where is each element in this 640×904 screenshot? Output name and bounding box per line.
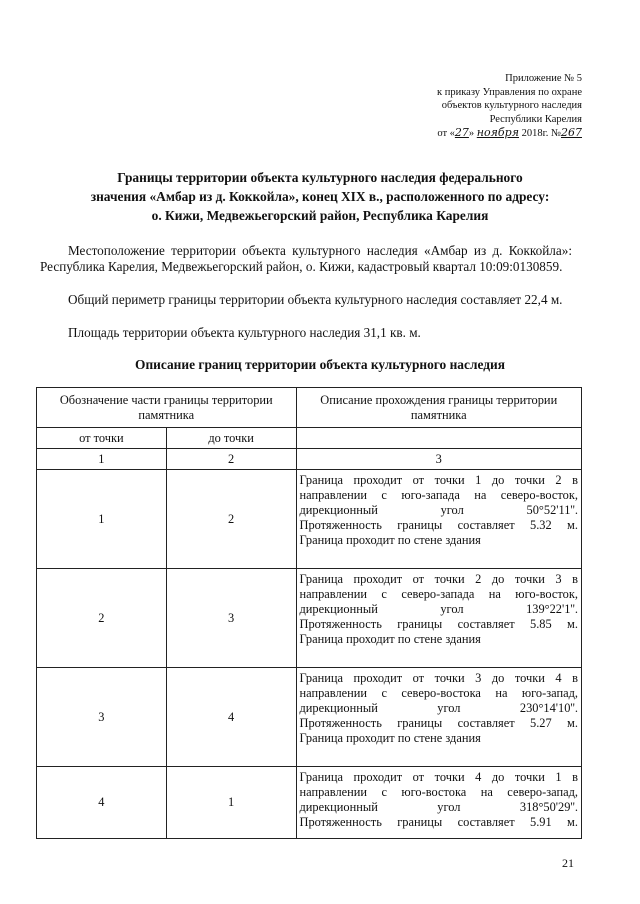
appendix-line-2: к приказу Управления по охране (437, 86, 582, 98)
table-header-row (37, 388, 582, 428)
col-number-2: 2 (166, 449, 296, 470)
desc-line: дирекционный угол 139°22'1''. (299, 602, 578, 616)
boundary-description (296, 470, 582, 569)
desc-line: дирекционный угол 230°14'10''. (299, 701, 578, 715)
desc-line: Граница проходит от точки 4 до точки 1 в (299, 770, 578, 784)
desc-line: Граница проходит от точки 3 до точки 4 в (299, 671, 578, 685)
date-prefix: от « (437, 128, 455, 140)
header-desc: Описание прохождения границы территории памятника (296, 388, 582, 428)
appendix-line-4: Республики Карелия (489, 113, 582, 125)
boundary-description (296, 767, 582, 839)
header-empty (296, 428, 582, 449)
appendix-line-1: Приложение № 5 (505, 73, 582, 84)
date-year: 2018г. № (521, 128, 561, 140)
title-line-1: Границы территории объекта культурного наследия федерального (117, 170, 523, 185)
from-point: 4 (37, 767, 167, 839)
col-number-1: 1 (37, 449, 167, 470)
desc-line: Граница проходит от точки 2 до точки 3 в (299, 572, 578, 586)
area-paragraph (40, 325, 572, 341)
location-text: Местоположение территории объекта культурного наследия «Амбар из д. Коккойла»: Республика Карелия, Медвежьегорский район, о. Кижи, кадастровый квартал 10:09:0130859. (40, 243, 572, 274)
area-text: Площадь территории объекта культурного наследия 31,1 кв. м. (68, 325, 421, 340)
document-title (40, 168, 600, 225)
desc-line: направлении с юго-запада на северо-восток, (299, 488, 578, 502)
handwritten-number: 267 (561, 126, 582, 140)
desc-line: направлении с северо-востока на юго-запад, (299, 686, 578, 700)
handwritten-month: ноября (476, 126, 519, 140)
boundary-description (296, 668, 582, 767)
location-paragraph (40, 243, 572, 275)
handwritten-day: 27 (454, 126, 469, 140)
desc-line: Протяженность границы составляет 5.32 м. (299, 518, 578, 532)
table-row (37, 767, 582, 839)
section-subtitle: Описание границ территории объекта культурного наследия (135, 357, 505, 372)
desc-line: направлении с юго-востока на северо-запад, (299, 785, 578, 799)
appendix-line-3: объектов культурного наследия (441, 100, 582, 112)
desc-line: Граница проходит по стене здания (299, 632, 481, 646)
boundary-description (296, 569, 582, 668)
page-number: 21 (562, 856, 574, 870)
col-number-3: 3 (296, 449, 582, 470)
boundary-table (36, 387, 582, 839)
desc-line: Протяженность границы составляет 5.27 м. (299, 716, 578, 730)
desc-line: дирекционный угол 50°52'11''. (299, 503, 578, 517)
desc-line: Граница проходит по стене здания (299, 731, 481, 745)
to-point: 4 (166, 668, 296, 767)
header-to: до точки (166, 428, 296, 449)
desc-line: Протяженность границы составляет 5.85 м. (299, 617, 578, 631)
from-point: 1 (37, 470, 167, 569)
perimeter-paragraph (40, 292, 572, 308)
to-point: 1 (166, 767, 296, 839)
desc-line: Граница проходит по стене здания (299, 533, 481, 547)
from-point: 2 (37, 569, 167, 668)
to-point: 3 (166, 569, 296, 668)
to-point: 2 (166, 470, 296, 569)
table-row (37, 668, 582, 767)
title-line-2: значения «Амбар из д. Коккойла», конец XIX в., расположенного по адресу: (90, 189, 550, 204)
appendix-date-line (362, 126, 582, 141)
title-line-3: о. Кижи, Медвежьегорский район, Республика Карелия (151, 208, 489, 223)
perimeter-text: Общий периметр границы территории объекта культурного наследия составляет 22,4 м. (68, 292, 563, 307)
table-numbering-row (37, 449, 582, 470)
appendix-block (362, 72, 582, 141)
desc-line: дирекционный угол 318°50'29''. (299, 800, 578, 814)
header-from: от точки (37, 428, 167, 449)
desc-line: Протяженность границы составляет 5.91 м. (299, 815, 578, 829)
desc-line: направлении с северо-запада на юго-восток, (299, 587, 578, 601)
desc-line: Граница проходит от точки 1 до точки 2 в (299, 473, 578, 487)
header-part: Обозначение части границы территории памятника (37, 388, 297, 428)
table-row (37, 569, 582, 668)
table-row (37, 470, 582, 569)
date-mid: » (468, 128, 475, 140)
table-subheader-row (37, 428, 582, 449)
from-point: 3 (37, 668, 167, 767)
